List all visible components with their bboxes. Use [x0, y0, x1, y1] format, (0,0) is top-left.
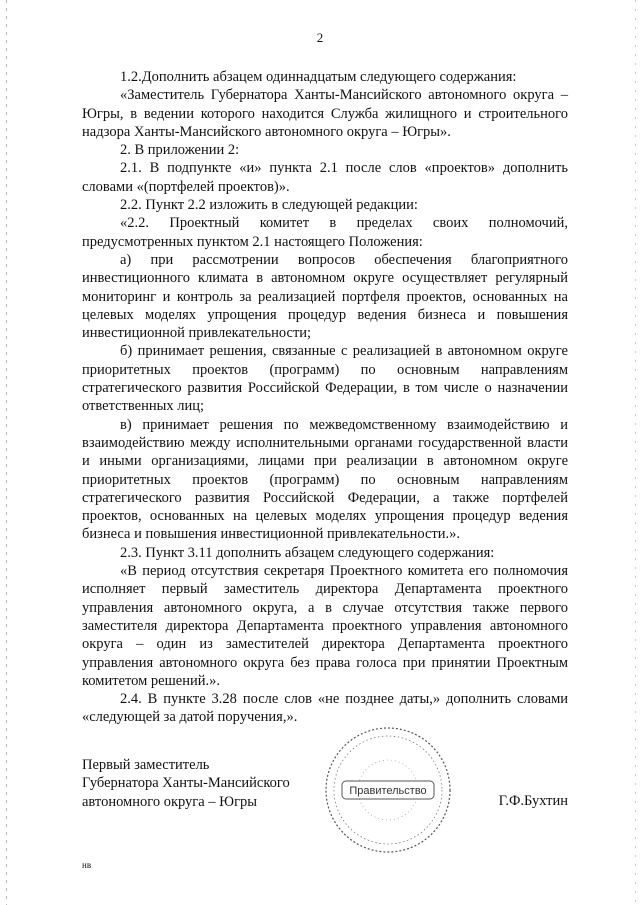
paragraph: «В период отсутствия секретаря Проектного комитета его полномочия исполняет первый заместитель директора Департамента проектного управления автономного округа, а в случае отсутствия также первого заместителя директора Департамента проектного управления автономного округа – один из заместителей директора Департамента проектного управления автономного округа без права голоса при принятии Проектным комитетом решений.». — [82, 563, 568, 689]
signatory-name: Г.Ф.Бухтин — [498, 793, 568, 809]
official-stamp — [322, 724, 454, 856]
signatory-title-line: Губернатора Ханты-Мансийского — [82, 775, 290, 792]
signatory-title-line: автономного округа – Югры — [82, 793, 258, 810]
paragraph: 2.2. Пункт 2.2 изложить в следующей редакции: — [120, 197, 418, 214]
signatory-title-line: Первый заместитель — [82, 757, 210, 773]
scan-edge-right — [635, 0, 636, 905]
scan-edge-left — [6, 0, 7, 905]
document-body — [82, 68, 568, 727]
paragraph: 1.2.Дополнить абзацем одиннадцатым следующего содержания: — [120, 69, 517, 85]
document-footer-code: нв — [82, 860, 92, 870]
paragraph: 2. В приложении 2: — [120, 142, 240, 159]
page-number: 2 — [316, 30, 324, 45]
paragraph: «Заместитель Губернатора Ханты-Мансийского автономного округа – Югры, в ведении которого находится Служба жилищного и строительного надзора Ханты-Мансийского автономного округа – Югры». — [82, 87, 568, 140]
signatory-title — [82, 756, 290, 811]
paragraph: а) при рассмотрении вопросов обеспечения благоприятного инвестиционного климата в автономном округе осуществляет регулярный мониторинг и контроль за реализацией портфеля проектов, основанных на целевых моделях упрощения процедур ведения бизнеса и повышения инвестиционной привлекательности; — [82, 251, 568, 342]
paragraph: 2.1. В подпункте «и» пункта 2.1 после слов «проектов» дополнить словами «(портфелей проектов)». — [82, 160, 568, 195]
paragraph: 2.4. В пункте 3.28 после слов «не позднее даты,» дополнить словами «следующей за датой поручения,». — [82, 691, 568, 726]
paragraph: «2.2. Проектный комитет в пределах своих полномочий, предусмотренных пунктом 2.1 настоящего Положения: — [82, 215, 568, 250]
paragraph: в) принимает решения по межведомственному взаимодействию и взаимодействию между исполнительными органами государственной власти и иными организациями, лицами при реализации в автономном округе приоритетных проектов (программ) по основным направлениям стратегического развития Российской Федерации, а также портфелей проектов, основанных на целевых моделях упрощения процедур ведения бизнеса и повышения инвестиционной привлекательности.». — [82, 416, 568, 543]
paragraph: 2.3. Пункт 3.11 дополнить абзацем следующего содержания: — [120, 544, 495, 561]
paragraph: б) принимает решения, связанные с реализацией в автономном округе приоритетных проектов (программ) по основным направлениям стратегического развития Российской Федерации, в том числе о назначении ответственных лиц; — [82, 343, 568, 415]
stamp-text: Правительство — [349, 785, 427, 797]
